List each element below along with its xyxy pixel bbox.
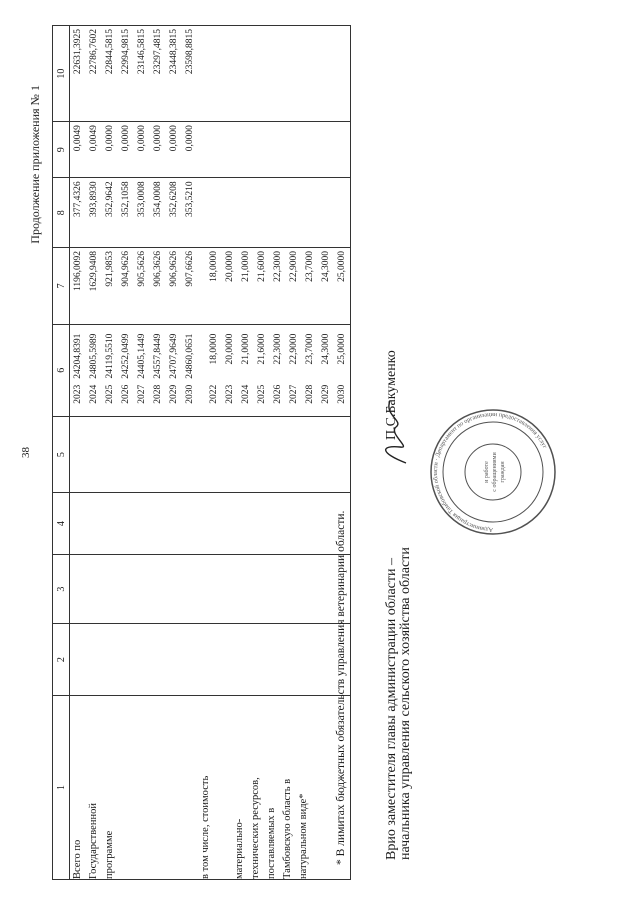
value-cell: 24860,0651 xyxy=(185,333,195,379)
value-cell: 22,9000 xyxy=(289,250,299,282)
value-cell: 23146,5815 xyxy=(137,29,147,75)
col-header: 2 xyxy=(53,624,70,696)
page-number: 38 xyxy=(20,447,32,458)
value-cell: 24405,1449 xyxy=(137,333,147,379)
value-cell: 352,6208 xyxy=(169,181,179,218)
value-cell: 21,0000 xyxy=(241,333,251,365)
row-label-line: поставляемых в xyxy=(266,807,277,879)
value-cell: 377,4326 xyxy=(73,181,83,218)
row-label-line: Тамбовскую область в xyxy=(282,778,293,879)
table-row xyxy=(70,26,351,880)
value-cell: 24707,9649 xyxy=(169,333,179,379)
value-cell: 0,0000 xyxy=(121,125,131,152)
row-label-line: Государственной xyxy=(88,803,99,879)
svg-text:граждан: граждан xyxy=(500,461,506,483)
signatory-name: П.С.Бакуменко xyxy=(384,350,399,440)
col-header: 8 xyxy=(53,178,70,248)
value-cell: 0,0000 xyxy=(137,125,147,152)
value-cell: 22994,9815 xyxy=(121,29,131,75)
empty-cell xyxy=(70,624,351,696)
year-cell: 2029 xyxy=(169,384,179,404)
row-label-line: материально- xyxy=(234,818,245,879)
year-cell: 2028 xyxy=(305,384,315,404)
svg-text:Администрация Тамбовской облас: Администрация Тамбовской области · Департамент по организации предоставления услуг xyxy=(431,410,549,534)
footnote: * В лимитах бюджетных обязательств управления ветеринарии области. xyxy=(335,510,347,865)
value-cell: 22844,5815 xyxy=(105,29,115,75)
value-column-9 xyxy=(70,122,351,178)
value-cell: 0,0049 xyxy=(73,125,83,152)
col-header: 1 xyxy=(53,695,70,879)
value-cell: 21,6000 xyxy=(257,250,267,282)
row-label-line: натуральном виде* xyxy=(298,793,309,879)
year-cell: 2023 xyxy=(225,384,235,404)
row-label-line: Всего по xyxy=(72,839,83,879)
value-cell: 0,0000 xyxy=(105,125,115,152)
year-cell: 2025 xyxy=(105,384,115,404)
value-column-8 xyxy=(70,178,351,248)
handwritten-signature xyxy=(376,395,416,467)
col-header: 4 xyxy=(53,493,70,554)
value-cell: 24,3000 xyxy=(321,250,331,282)
value-cell: 0,0000 xyxy=(153,125,163,152)
year-cell: 2028 xyxy=(153,384,163,404)
value-cell: 22,3000 xyxy=(273,250,283,282)
value-cell: 22631,3925 xyxy=(73,29,83,75)
value-cell: 25,0000 xyxy=(337,250,347,282)
value-cell: 352,1058 xyxy=(121,181,131,218)
value-cell: 24119,5510 xyxy=(105,333,115,379)
col6-cell xyxy=(70,324,351,416)
value-cell: 354,0008 xyxy=(153,181,163,218)
row-label-line: программе xyxy=(104,830,115,879)
col-header: 5 xyxy=(53,416,70,493)
value-cell: 1196,0092 xyxy=(73,250,83,291)
value-cell: 0,0000 xyxy=(169,125,179,152)
year-cell: 2026 xyxy=(273,384,283,404)
value-cell: 906,9626 xyxy=(169,250,179,287)
svg-text:с обращениями: с обращениями xyxy=(492,452,498,492)
row-label-line: технических ресурсов, xyxy=(250,777,261,879)
value-cell: 24204,8391 xyxy=(73,333,83,379)
svg-text:и работе: и работе xyxy=(484,461,490,483)
value-cell: 353,5210 xyxy=(185,181,195,218)
value-cell: 18,0000 xyxy=(209,250,219,282)
row-label-line: в том числе, стоимость xyxy=(200,775,211,879)
value-cell: 24805,5989 xyxy=(89,333,99,379)
year-cell: 2027 xyxy=(137,384,147,404)
value-cell: 23,7000 xyxy=(305,333,315,365)
year-column xyxy=(70,379,347,416)
value-cell: 20,0000 xyxy=(225,333,235,365)
value-column-6 xyxy=(70,328,347,379)
value-cell: 22,3000 xyxy=(273,333,283,365)
row-label-cell xyxy=(70,695,351,879)
value-cell: 18,0000 xyxy=(209,333,219,365)
value-cell: 25,0000 xyxy=(337,333,347,365)
value-cell: 20,0000 xyxy=(225,250,235,282)
value-cell: 23598,8815 xyxy=(185,29,195,75)
year-cell: 2026 xyxy=(121,384,131,404)
continuation-title: Продолжение приложения № 1 xyxy=(28,85,42,244)
value-cell: 0,0000 xyxy=(185,125,195,152)
value-cell: 905,5626 xyxy=(137,250,147,287)
data-table xyxy=(52,25,351,880)
value-cell: 22,9000 xyxy=(289,333,299,365)
year-cell: 2023 xyxy=(73,384,83,404)
value-cell: 24252,0499 xyxy=(121,333,131,379)
col-header: 6 xyxy=(53,324,70,416)
year-cell: 2029 xyxy=(321,384,331,404)
col-header: 7 xyxy=(53,247,70,324)
col-header: 10 xyxy=(53,26,70,122)
value-cell: 21,0000 xyxy=(241,250,251,282)
value-cell: 906,3626 xyxy=(153,250,163,287)
value-cell: 907,6626 xyxy=(185,250,195,287)
value-cell: 921,9853 xyxy=(105,250,115,287)
year-cell: 2030 xyxy=(337,384,347,404)
year-cell: 2022 xyxy=(209,384,219,404)
year-cell: 2030 xyxy=(185,384,195,404)
value-cell: 21,6000 xyxy=(257,333,267,365)
value-cell: 353,0008 xyxy=(137,181,147,218)
year-cell: 2025 xyxy=(257,384,267,404)
value-cell: 23297,4815 xyxy=(153,29,163,75)
table-header-row xyxy=(53,26,70,880)
empty-cell xyxy=(70,493,351,554)
col-header: 9 xyxy=(53,122,70,178)
value-cell: 393,8930 xyxy=(89,181,99,218)
empty-cell xyxy=(70,554,351,624)
value-column-7 xyxy=(70,247,351,324)
value-column-10 xyxy=(70,26,351,122)
official-stamp xyxy=(428,407,558,537)
year-cell: 2024 xyxy=(89,384,99,404)
value-cell: 904,9626 xyxy=(121,250,131,287)
value-cell: 0,0049 xyxy=(89,125,99,152)
empty-cell xyxy=(70,416,351,493)
signature-title-line2: начальника управления сельского хозяйства области xyxy=(398,547,413,860)
value-cell: 1629,9408 xyxy=(89,250,99,292)
signature-title-line1: Врио заместителя главы администрации области – xyxy=(384,558,399,860)
value-cell: 24557,8449 xyxy=(153,333,163,379)
year-cell: 2027 xyxy=(289,384,299,404)
value-cell: 23,7000 xyxy=(305,250,315,282)
value-cell: 24,3000 xyxy=(321,333,331,365)
col-header: 3 xyxy=(53,554,70,624)
value-cell: 352,9642 xyxy=(105,181,115,218)
year-cell: 2024 xyxy=(241,384,251,404)
value-cell: 22786,7602 xyxy=(89,29,99,75)
value-cell: 23448,3815 xyxy=(169,29,179,75)
